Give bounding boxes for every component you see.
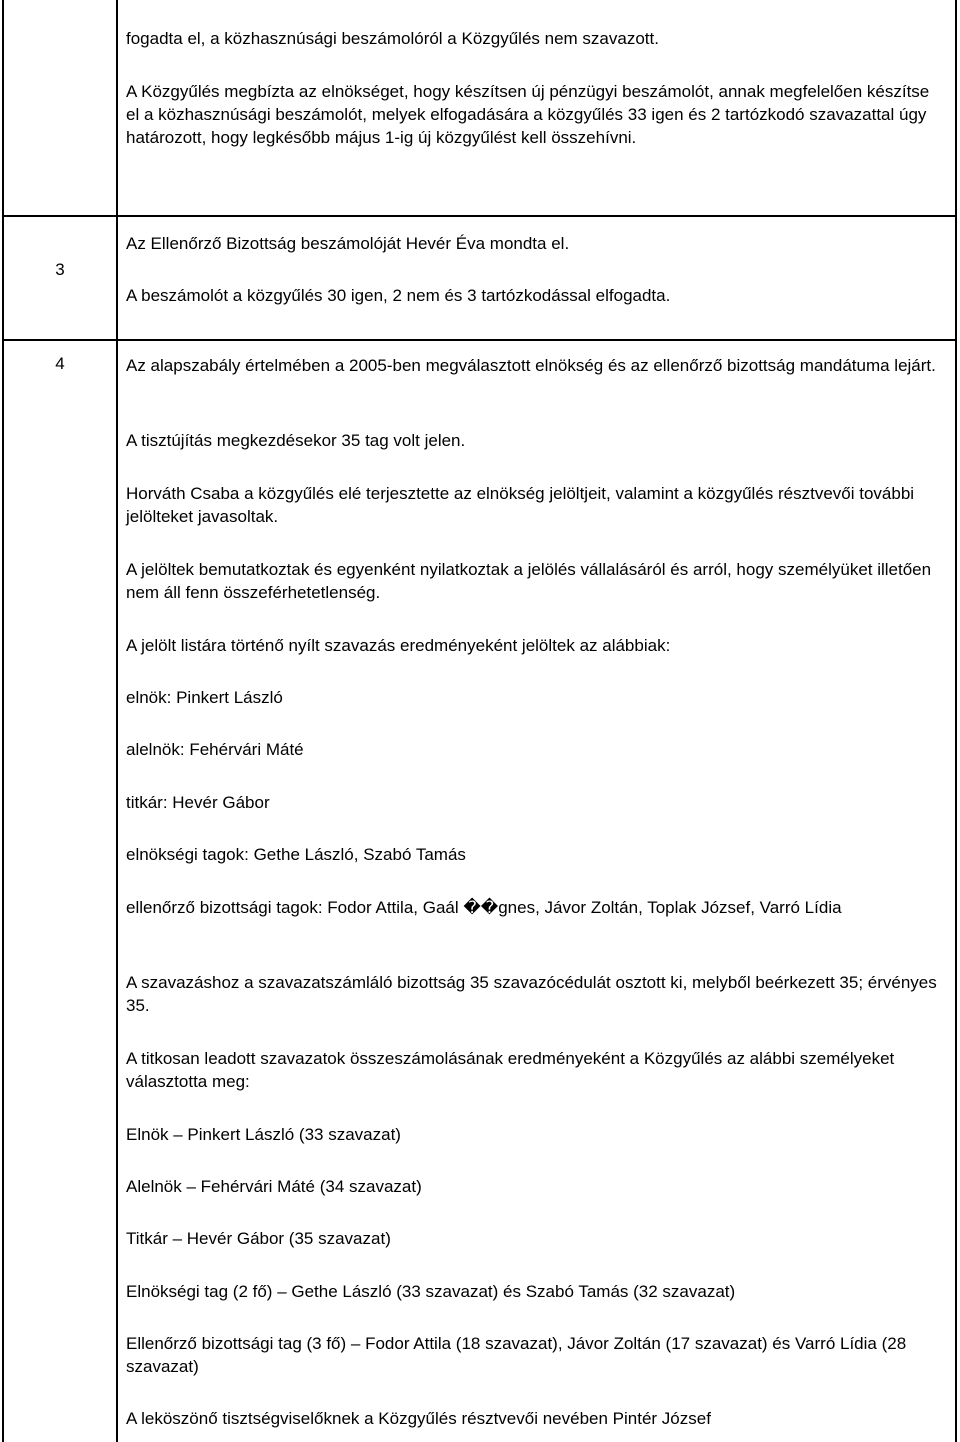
paragraph: titkár: Hevér Gábor [126,793,270,812]
paragraph: A jelölt listára történő nyílt szavazás eredményeként jelöltek az alábbiak: [126,636,671,655]
paragraph: A leköszönő tisztségviselőknek a Közgyűlés résztvevői nevében Pintér József [126,1409,711,1428]
paragraph: Az Ellenőrző Bizottság beszámolóját Hevér Éva mondta el. [126,234,570,253]
paragraph: A szavazáshoz a szavazatszámláló bizottság 35 szavazócédulát osztott ki, melyből beérkezett 35; érvényes 35. [126,973,937,1015]
paragraph: alelnök: Fehérvári Máté [126,740,304,759]
paragraph: elnök: Pinkert László [126,688,283,707]
row-number: 3 [55,260,65,279]
paragraph: Alelnök – Fehérvári Máté (34 szavazat) [126,1177,422,1196]
paragraph: Ellenőrző bizottsági tag (3 fő) – Fodor Attila (18 szavazat), Jávor Zoltán (17 szavazat) és Varró Lídia (28 szavazat) [126,1334,907,1376]
paragraph: Elnök – Pinkert László (33 szavazat) [126,1125,401,1144]
paragraph: Elnökségi tag (2 fő) – Gethe László (33 szavazat) és Szabó Tamás (32 szavazat) [126,1282,736,1301]
row-divider-top [2,215,957,217]
paragraph: A Közgyűlés megbízta az elnökséget, hogy készítsen új pénzügyi beszámolót, annak megfelelően készítse el a közhasznúsági beszámolót, melyek elfogadására a közgyűlés 33 igen és 2 tartózkodó szavazattal úgy határozott, hogy legkésőbb május 1-ig új közgyűlést kell összehívni. [126,82,930,147]
paragraph: fogadta el, a közhasznúsági beszámolóról a Közgyűlés nem szavazott. [126,29,659,48]
paragraph: A jelöltek bemutatkoztak és egyenként nyilatkoztak a jelölés vállalásáról és arról, hogy személyüket illetően nem áll fenn összeférhetetlenség. [126,560,932,602]
row-number: 4 [55,354,65,373]
paragraph: A beszámolót a közgyűlés 30 igen, 2 nem és 3 tartózkodással elfogadta. [126,286,671,305]
paragraph: ellenőrző bizottsági tagok: Fodor Attila, Gaál ��gnes, Jávor Zoltán, Toplak József, Varró Lídia [126,898,842,917]
paragraph: elnökségi tagok: Gethe László, Szabó Tamás [126,845,466,864]
paragraph: Az alapszabály értelmében a 2005-ben megválasztott elnökség és az ellenőrző bizottság mandátuma lejárt. [126,356,936,375]
paragraph: Titkár – Hevér Gábor (35 szavazat) [126,1229,391,1248]
paragraph: A titkosan leadott szavazatok összeszámolásának eredményeként a Közgyűlés az alábbi személyeket választotta meg: [126,1049,895,1091]
paragraph: Horváth Csaba a közgyűlés elé terjesztette az elnökség jelöltjeit, valamint a közgyűlés résztvevői további jelölteket javasoltak. [126,484,915,526]
row-divider-middle [2,339,957,341]
paragraph: A tisztújítás megkezdésekor 35 tag volt jelen. [126,431,466,450]
